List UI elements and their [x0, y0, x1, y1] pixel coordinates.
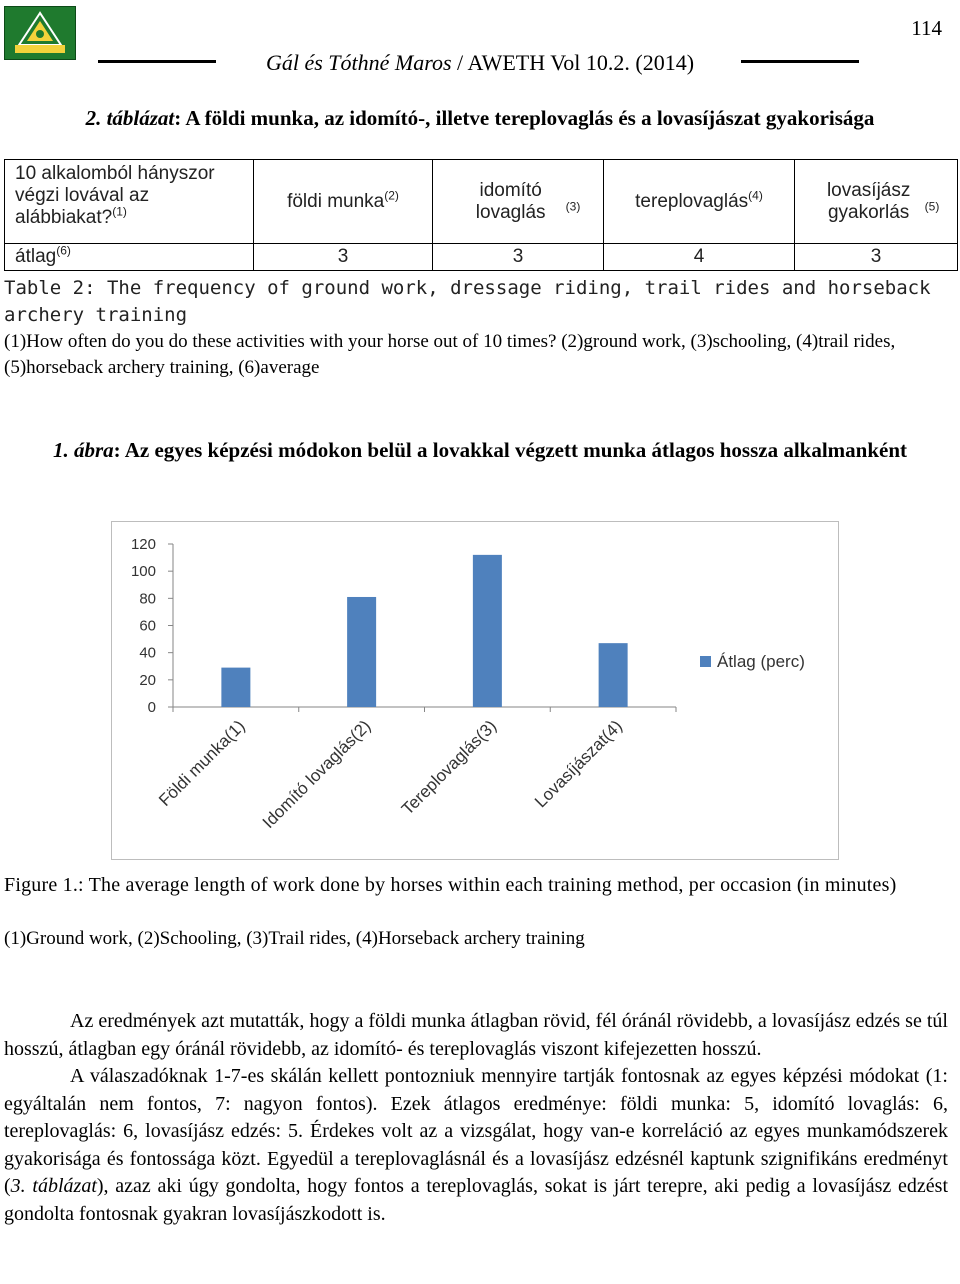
bar: [221, 668, 250, 707]
table-cell-value: 4: [604, 244, 795, 271]
table-question-ref: (1): [112, 204, 127, 219]
paragraph-1: Az eredmények azt mutatták, hogy a földi munka átlagban rövid, fél óránál rövidebb, a lovasíjász edzés se túl hosszú, átlagban egy óránál rövidebb, az idomító- és tereplovaglás viszont kifejezetten hosszú.: [4, 1010, 948, 1060]
table-cell-value: 3: [254, 244, 433, 271]
table-caption-prefix: 2. táblázat: [85, 106, 175, 130]
table-col-schooling: idomító lovaglás $^{(3)}$: [433, 160, 604, 244]
figure-caption: [0, 436, 960, 464]
bar-chart: [111, 521, 839, 860]
chart-svg: [111, 521, 839, 860]
legend-label: Átlag (perc): [717, 652, 805, 671]
table-notes: (1)How often do you do these activities with your horse out of 10 times? (2)ground work, (3)schooling, (4)trail rides, (5)horseback archery training, (6)average: [4, 331, 896, 378]
y-tick-label: 100: [130, 563, 156, 581]
table-col-ground-work: földi munka$^{(2)}$: [254, 160, 433, 244]
figure-notes: (1)Ground work, (2)Schooling, (3)Trail rides, (4)Horseback archery training: [4, 928, 585, 949]
table-question-cell: [5, 160, 254, 244]
table-caption: [0, 106, 960, 131]
table-row-label: átlag$^{(6)}$: [5, 244, 254, 271]
table-average-row: [5, 244, 958, 271]
y-tick-label: 0: [147, 699, 156, 716]
running-head-authors: Gál és Tóthné Maros: [265, 50, 452, 75]
y-tick-label: 60: [139, 617, 156, 635]
body-text: [4, 1008, 948, 1228]
page-number: 114: [911, 16, 942, 40]
table-english-caption: Table 2: The frequency of ground work, dressage riding, trail rides and horseback archery training: [4, 277, 931, 326]
bar: [347, 597, 376, 707]
bar: [599, 643, 628, 707]
table-col-trail-rides: tereplovaglás$^{(4)}$: [604, 160, 795, 244]
table-cell-value: 3: [795, 244, 958, 271]
table-question: 10 alkalomból hányszor végzi lovával az alábbiakat?: [15, 163, 215, 228]
paragraph-2: A válaszadóknak 1-7-es skálán kellett pontozniuk mennyire tartják fontosnak az egyes képzési módokat (1: egyáltalán nem fontos, 7: nagyon fontos). Ezek átlagos eredménye: földi munka: 5, idomító lovaglás: 6, tereplovaglás: 6, lovasíjász edzés: 5. Érdekes volt az a vizsgálat, hogy van-e korreláció az egyes munkamódszerek gyakorisága és fontossága közt. Egyedül a tereplovaglásnál és a lovasíjász edzésnél kaptunk szignifikáns eredményt (3. táblázat), azaz aki úgy gondolta, hogy fontos a tereplovaglás, sokat is járt terepre, aki pedig a lovasíjász edzést gondolta fontosnak gyakran lovasíjászkodott is.: [4, 1065, 948, 1225]
table-col-archery: lovasíjász gyakorlás $^{(5)}$: [795, 160, 958, 244]
table-cell-value: 3: [433, 244, 604, 271]
running-head-journal: / AWETH Vol 10.2. (2014): [457, 50, 695, 75]
running-head: [0, 50, 960, 76]
table-reference: 3. táblázat: [10, 1175, 97, 1197]
bar: [473, 555, 502, 707]
y-tick-label: 120: [130, 536, 156, 553]
x-tick-label: Tereplovaglás(3): [397, 716, 501, 819]
y-tick-label: 40: [139, 644, 156, 662]
x-tick-label: Idomító lovaglás(2): [258, 716, 375, 833]
table-caption-text: : A földi munka, az idomító-, illetve tereplovaglás és a lovasíjászat gyakorisága: [174, 106, 875, 130]
y-tick-label: 20: [139, 671, 156, 689]
table-header-row: [5, 160, 958, 244]
legend-swatch: [700, 656, 711, 667]
x-tick-label: Lovasíjászat(4): [531, 716, 626, 812]
y-tick-label: 80: [139, 590, 156, 608]
figure-caption-text: : Az egyes képzési módokon belül a lovakkal végzett munka átlagos hossza alkalmanként: [113, 438, 908, 462]
figure-english-caption: Figure 1.: The average length of work done by horses within each training method, per occasion (in minutes): [4, 874, 897, 896]
figure-caption-prefix: 1. ábra: [52, 438, 114, 462]
frequency-table: [4, 159, 958, 271]
x-tick-label: Földi munka(1): [155, 716, 249, 810]
